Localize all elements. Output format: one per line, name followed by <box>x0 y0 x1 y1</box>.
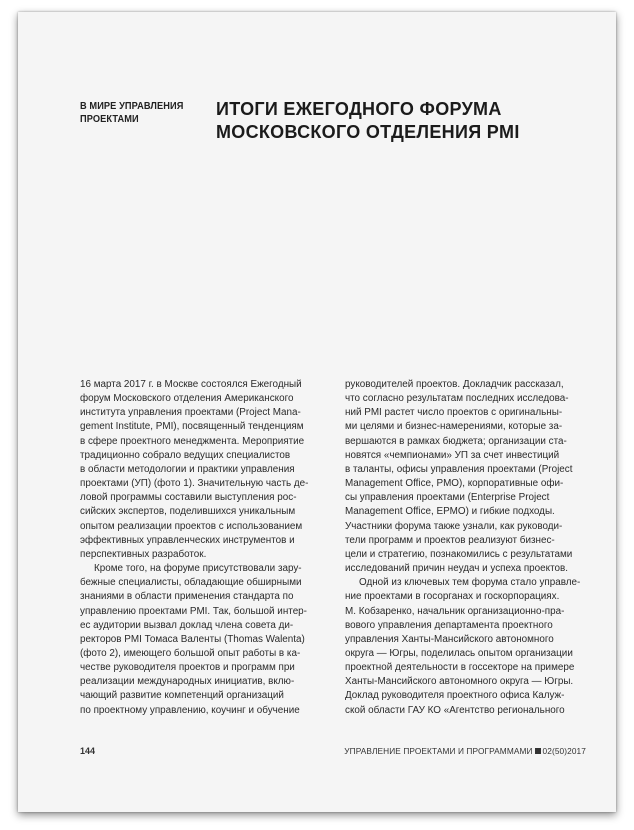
text-line: (фото 2), имеющего большой опыт работы в ка- <box>80 647 301 659</box>
title-line-2: МОСКОВСКОГО ОТДЕЛЕНИЯ PMI <box>216 122 520 142</box>
text-line: Management Office, PMO), корпоративные офи- <box>345 478 564 490</box>
text-line: ес аудитории вызвал доклад члена совета ди- <box>80 619 294 631</box>
text-line: в области методологии и практики управления <box>80 463 295 475</box>
text-line: что согласно результатам последних исследова- <box>345 393 569 405</box>
text-line: М. Кобзаренко, начальник организационно-пра- <box>345 605 565 617</box>
text-line: вового управления департамента проектного <box>345 619 553 631</box>
text-line: сийских экспертов, поделившихся уникальным <box>80 506 296 518</box>
text-line: сы управления проектами (Enterprise Project <box>345 492 550 504</box>
text-line: управления Ханты-Мансийского автономного <box>345 633 554 645</box>
magazine-page <box>18 12 616 812</box>
text-line: 16 марта 2017 г. в Москве состоялся Ежегодный <box>80 379 302 390</box>
text-line: проектной деятельности в госсекторе на примере <box>345 662 575 674</box>
left-text-column <box>80 378 328 718</box>
text-line: реализации международных инициатив, вклю- <box>80 676 295 688</box>
text-line: ской области ГАУ КО «Агентство регионального <box>345 704 565 716</box>
text-line: округа — Югры, поделилась опытом организации <box>345 647 573 659</box>
text-line: ми целями и бизнес-намерениями, которые за- <box>345 421 563 433</box>
running-footer <box>344 746 586 756</box>
text-line: бежные специалисты, обладающие обширными <box>80 577 302 589</box>
text-line: Ханты-Мансийского автономного округа — Югры. <box>345 676 574 688</box>
text-line: новятся «чемпионами» УП за счет инвестиций <box>345 449 560 461</box>
text-line: цели и стратегию, познакомились с результатами <box>345 548 573 560</box>
page-number: 144 <box>80 746 96 756</box>
text-line: Кроме того, на форуме присутствовали зару- <box>94 563 302 575</box>
right-text-column <box>345 378 593 718</box>
text-line: проектами (УП) (фото 1). Значительную часть де- <box>80 478 309 490</box>
text-line: знаниями в области применения стандарта по <box>80 591 294 603</box>
text-line: ние проектами в госорганах и госкорпорациях. <box>345 591 560 603</box>
text-line: руководителей проектов. Докладчик рассказал, <box>345 379 564 390</box>
text-line: gement Institute, PMI), посвященный тенденциям <box>80 421 304 433</box>
text-line: исследований причин неудач и успеха проектов. <box>345 563 568 575</box>
text-line: в таланты, офисы управления проектами (Project <box>345 463 573 475</box>
separator-square-icon <box>535 748 541 754</box>
text-line: в сфере проектного менеджмента. Мероприятие <box>80 435 305 447</box>
title-line-1: ИТОГИ ЕЖЕГОДНОГО ФОРУМА <box>216 99 502 119</box>
text-line: института управления проектами (Project Mana- <box>80 407 301 419</box>
text-line: ректоров PMI Томаса Валенты (Thomas Walenta) <box>80 633 305 645</box>
text-line: тели программ и проектов реализуют бизнес- <box>345 534 555 546</box>
text-line: эффективных управленческих инструментов и <box>80 534 295 546</box>
article-title <box>216 98 576 144</box>
text-line: перспективных разработок. <box>80 548 207 560</box>
text-line: честве руководителя проектов и программ при <box>80 662 295 674</box>
journal-name: УПРАВЛЕНИЕ ПРОЕКТАМИ И ПРОГРАММАМИ <box>344 746 533 756</box>
text-line: ний PMI растет число проектов с оригинальны- <box>345 407 563 419</box>
text-line: управлению проектами PMI. Так, большой интер- <box>80 605 307 617</box>
text-line: традиционно собрало ведущих специалистов <box>80 449 291 461</box>
text-line: опытом реализации проектов с использованием <box>80 520 303 532</box>
text-line: по проектному управлению, коучинг и обучение <box>80 704 300 716</box>
text-line: Одной из ключевых тем форума стало управле- <box>359 577 581 589</box>
text-line: форум Московского отделения Американского <box>80 393 294 405</box>
section-rubric: В МИРЕ УПРАВЛЕНИЯ ПРОЕКТАМИ <box>80 100 184 125</box>
text-line: чающий развитие компетенций организаций <box>80 690 284 702</box>
text-line: ловой программы составили выступления рос- <box>80 492 297 504</box>
issue-number: 02(50)2017 <box>542 746 586 756</box>
text-line: вершаются в рамках бюджета; организации ста- <box>345 435 567 447</box>
text-line: Management Office, EPMO) и гибкие подходы. <box>345 506 555 518</box>
text-line: Участники форума также узнали, как руководи- <box>345 520 563 532</box>
text-line: Доклад руководителя проектного офиса Калуж- <box>345 690 565 702</box>
